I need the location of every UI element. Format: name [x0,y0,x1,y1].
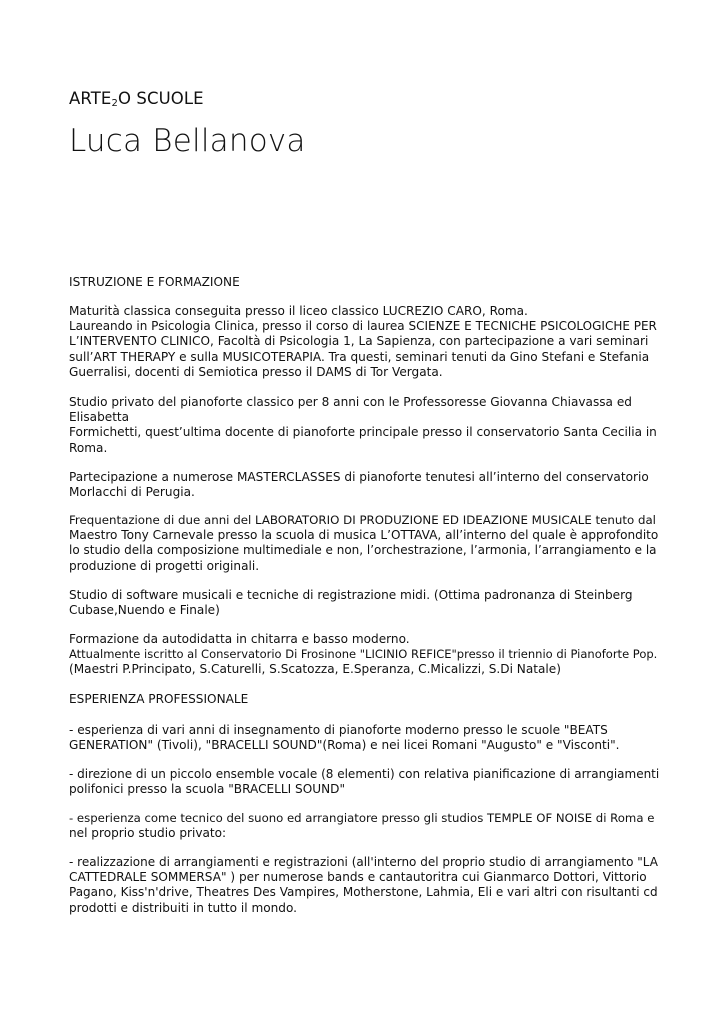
paragraph [69,588,659,618]
org-title-subscript: 2 [111,98,118,109]
paragraph [69,513,659,574]
text-line: Morlacchi di Perugia. [69,485,195,500]
paragraph [69,767,659,797]
text-line: Roma. [69,440,108,455]
organization-title [69,89,204,109]
text-line: Partecipazione a numerose MASTERCLASSES di pianoforte tenutesi all’interno del conservatorio [69,470,649,484]
text-line: Studio di software musicali e tecniche di registrazione midi. (Ottima padronanza di Steinberg [69,588,633,602]
paragraph [69,395,659,456]
text-line: lo studio della composizione multimediale e non, l’orchestrazione, l’armonia, l’arrangiamento e la [69,543,657,558]
text-line: - realizzazione di arrangiamenti e registrazioni (all'interno del proprio studio di arrangiamento "LA [69,855,658,869]
text-line: Formazione da autodidatta in chitarra e basso moderno. [69,632,410,646]
paragraph [69,304,659,380]
text-line: Maestro Tony Carnevale presso la scuola di musica L’OTTAVA, all’interno del quale è approfondito [69,528,659,543]
text-line: nel proprio studio privato: [69,826,227,841]
text-line: produzione di progetti originali. [69,558,260,573]
text-line: Attualmente iscritto al Conservatorio Di Frosinone "LICINIO REFICE"presso il triennio di Pianoforte Pop. [69,647,658,662]
text-line: CATTEDRALE SOMMERSA" ) per numerose bands e cantautoritra cui Gianmarco Dottori, Vittorio [69,870,647,885]
section-heading-education: ISTRUZIONE E FORMAZIONE [69,275,240,289]
text-line: Pagano, Kiss'n'drive, Theatres Des Vampires, Motherstone, Lahmia, Eli e vari altri con risultanti cd [69,885,658,900]
paragraph [69,855,659,916]
text-line: Maturità classica conseguita presso il liceo classico LUCREZIO CARO, Roma. [69,304,528,318]
text-line: L’INTERVENTO CLINICO, Facoltà di Psicologia 1, La Sapienza, con partecipazione a vari seminari [69,334,649,349]
paragraph [69,811,659,841]
paragraph [69,723,659,753]
paragraph [69,632,659,678]
text-line: Cubase,Nuendo e Finale) [69,603,220,618]
text-line: Formichetti, quest’ultima docente di pianoforte principale presso il conservatorio Santa Cecilia in [69,425,657,440]
text-line: Laureando in Psicologia Clinica, presso il corso di laurea SCIENZE E TECNICHE PSICOLOGICHE PER [69,319,657,334]
text-line: GENERATION" (Tivoli), "BRACELLI SOUND"(Roma) e nei licei Romani "Augusto" e "Visconti". [69,738,620,753]
text-line: - direzione di un piccolo ensemble vocale (8 elementi) con relativa pianificazione di arrangiamenti [69,767,660,781]
person-name: Luca Bellanova [69,123,306,159]
text-line: (Maestri P.Principato, S.Caturelli, S.Scatozza, E.Speranza, C.Micalizzi, S.Di Natale) [69,662,561,677]
text-line: - esperienza di vari anni di insegnamento di pianoforte moderno presso le scuole "BEATS [69,723,608,737]
text-line: sull’ART THERAPY e sulla MUSICOTERAPIA. Tra questi, seminari tenuti da Gino Stefani e Stefania [69,349,650,364]
text-line: prodotti e distribuiti in tutto il mondo. [69,900,298,915]
text-line: Frequentazione di due anni del LABORATORIO DI PRODUZIONE ED IDEAZIONE MUSICALE tenuto dal [69,513,656,527]
text-line: polifonici presso la scuola "BRACELLI SOUND" [69,782,346,797]
paragraph [69,470,659,500]
org-title-part: ARTE [69,89,112,108]
text-line: Studio privato del pianoforte classico per 8 anni con le Professoresse Giovanna Chiavassa ed [69,395,632,409]
text-line: - esperienza come tecnico del suono ed arrangiatore presso gli studios TEMPLE OF NOISE di Roma e [69,811,655,825]
org-title-part: O SCUOLE [117,89,204,108]
text-line: Elisabetta [69,410,130,425]
section-heading-experience: ESPERIENZA PROFESSIONALE [69,692,249,706]
text-line: Guerralisi, docenti di Semiotica presso il DAMS di Tor Vergata. [69,364,443,379]
